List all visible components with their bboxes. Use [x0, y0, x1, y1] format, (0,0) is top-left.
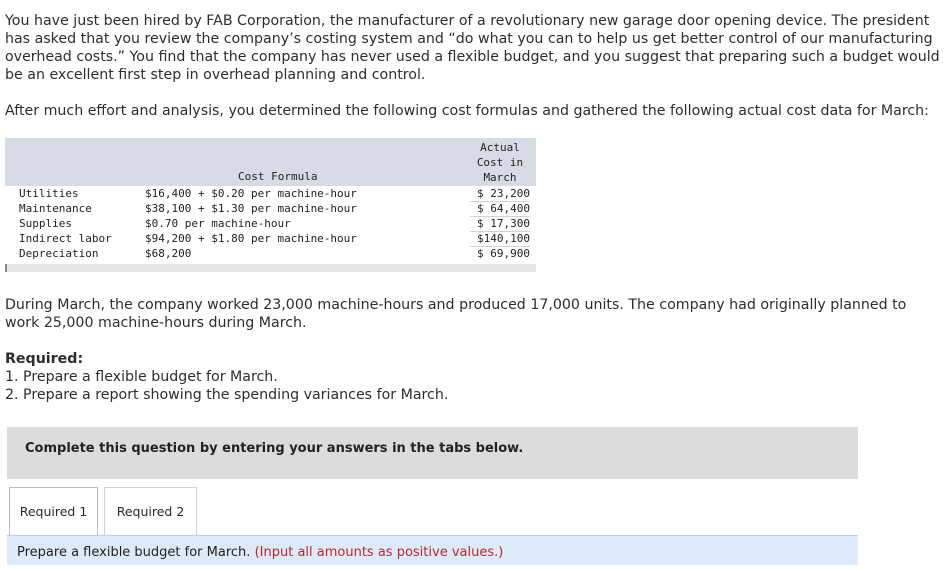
instruction-note: (Input all amounts as positive values.) [254, 545, 504, 560]
table-scrollbar[interactable] [5, 264, 536, 272]
instruction-bar [7, 535, 858, 565]
tab-required-1[interactable]: Required 1 [9, 487, 98, 535]
table-row: Maintenance $38,100 + $1.30 per machine-hour $ 64,400 [19, 202, 530, 215]
table-row: Supplies $0.70 per machine-hour $ 17,300 [19, 217, 530, 230]
cost-formula-table [5, 138, 536, 272]
march-info-paragraph: During March, the company worked 23,000 machine-hours and produced 17,000 units. The company had originally planned to work 25,000 machine-hours during March. [5, 297, 907, 331]
table-row: Utilities $16,400 + $0.20 per machine-hour $ 23,200 [19, 187, 530, 200]
required-section [5, 350, 945, 404]
actual-header: Actual Cost in March [476, 141, 524, 184]
table-body [5, 186, 536, 264]
required-title: Required: [5, 351, 84, 367]
required-item-1: 1. Prepare a flexible budget for March. [5, 369, 278, 385]
instruction-text: Prepare a flexible budget for March. [17, 545, 251, 560]
lead-paragraph: After much effort and analysis, you determined the following cost formulas and gathered the following actual cost data for March: [5, 103, 929, 119]
table-header [5, 138, 536, 186]
tab-required-2[interactable]: Required 2 [104, 487, 197, 535]
question-banner: Complete this question by entering your answers in the tabs below. [7, 427, 858, 479]
formula-header: Cost Formula [238, 170, 318, 183]
table-row: Depreciation $68,200 $ 69,900 [19, 247, 530, 260]
intro-paragraph: You have just been hired by FAB Corporation, the manufacturer of a revolutionary new garage door opening device. The president has asked that you review the company’s costing system and “do what you can to help us get better control of our manufacturing overhead costs.” You find that the company has never used a flexible budget, and you suggest that preparing such a budget would be an excellent first step in overhead planning and control. [5, 13, 940, 83]
table-row: Indirect labor $94,200 + $1.80 per machine-hour $140,100 [19, 232, 530, 245]
required-item-2: 2. Prepare a report showing the spending variances for March. [5, 387, 449, 403]
